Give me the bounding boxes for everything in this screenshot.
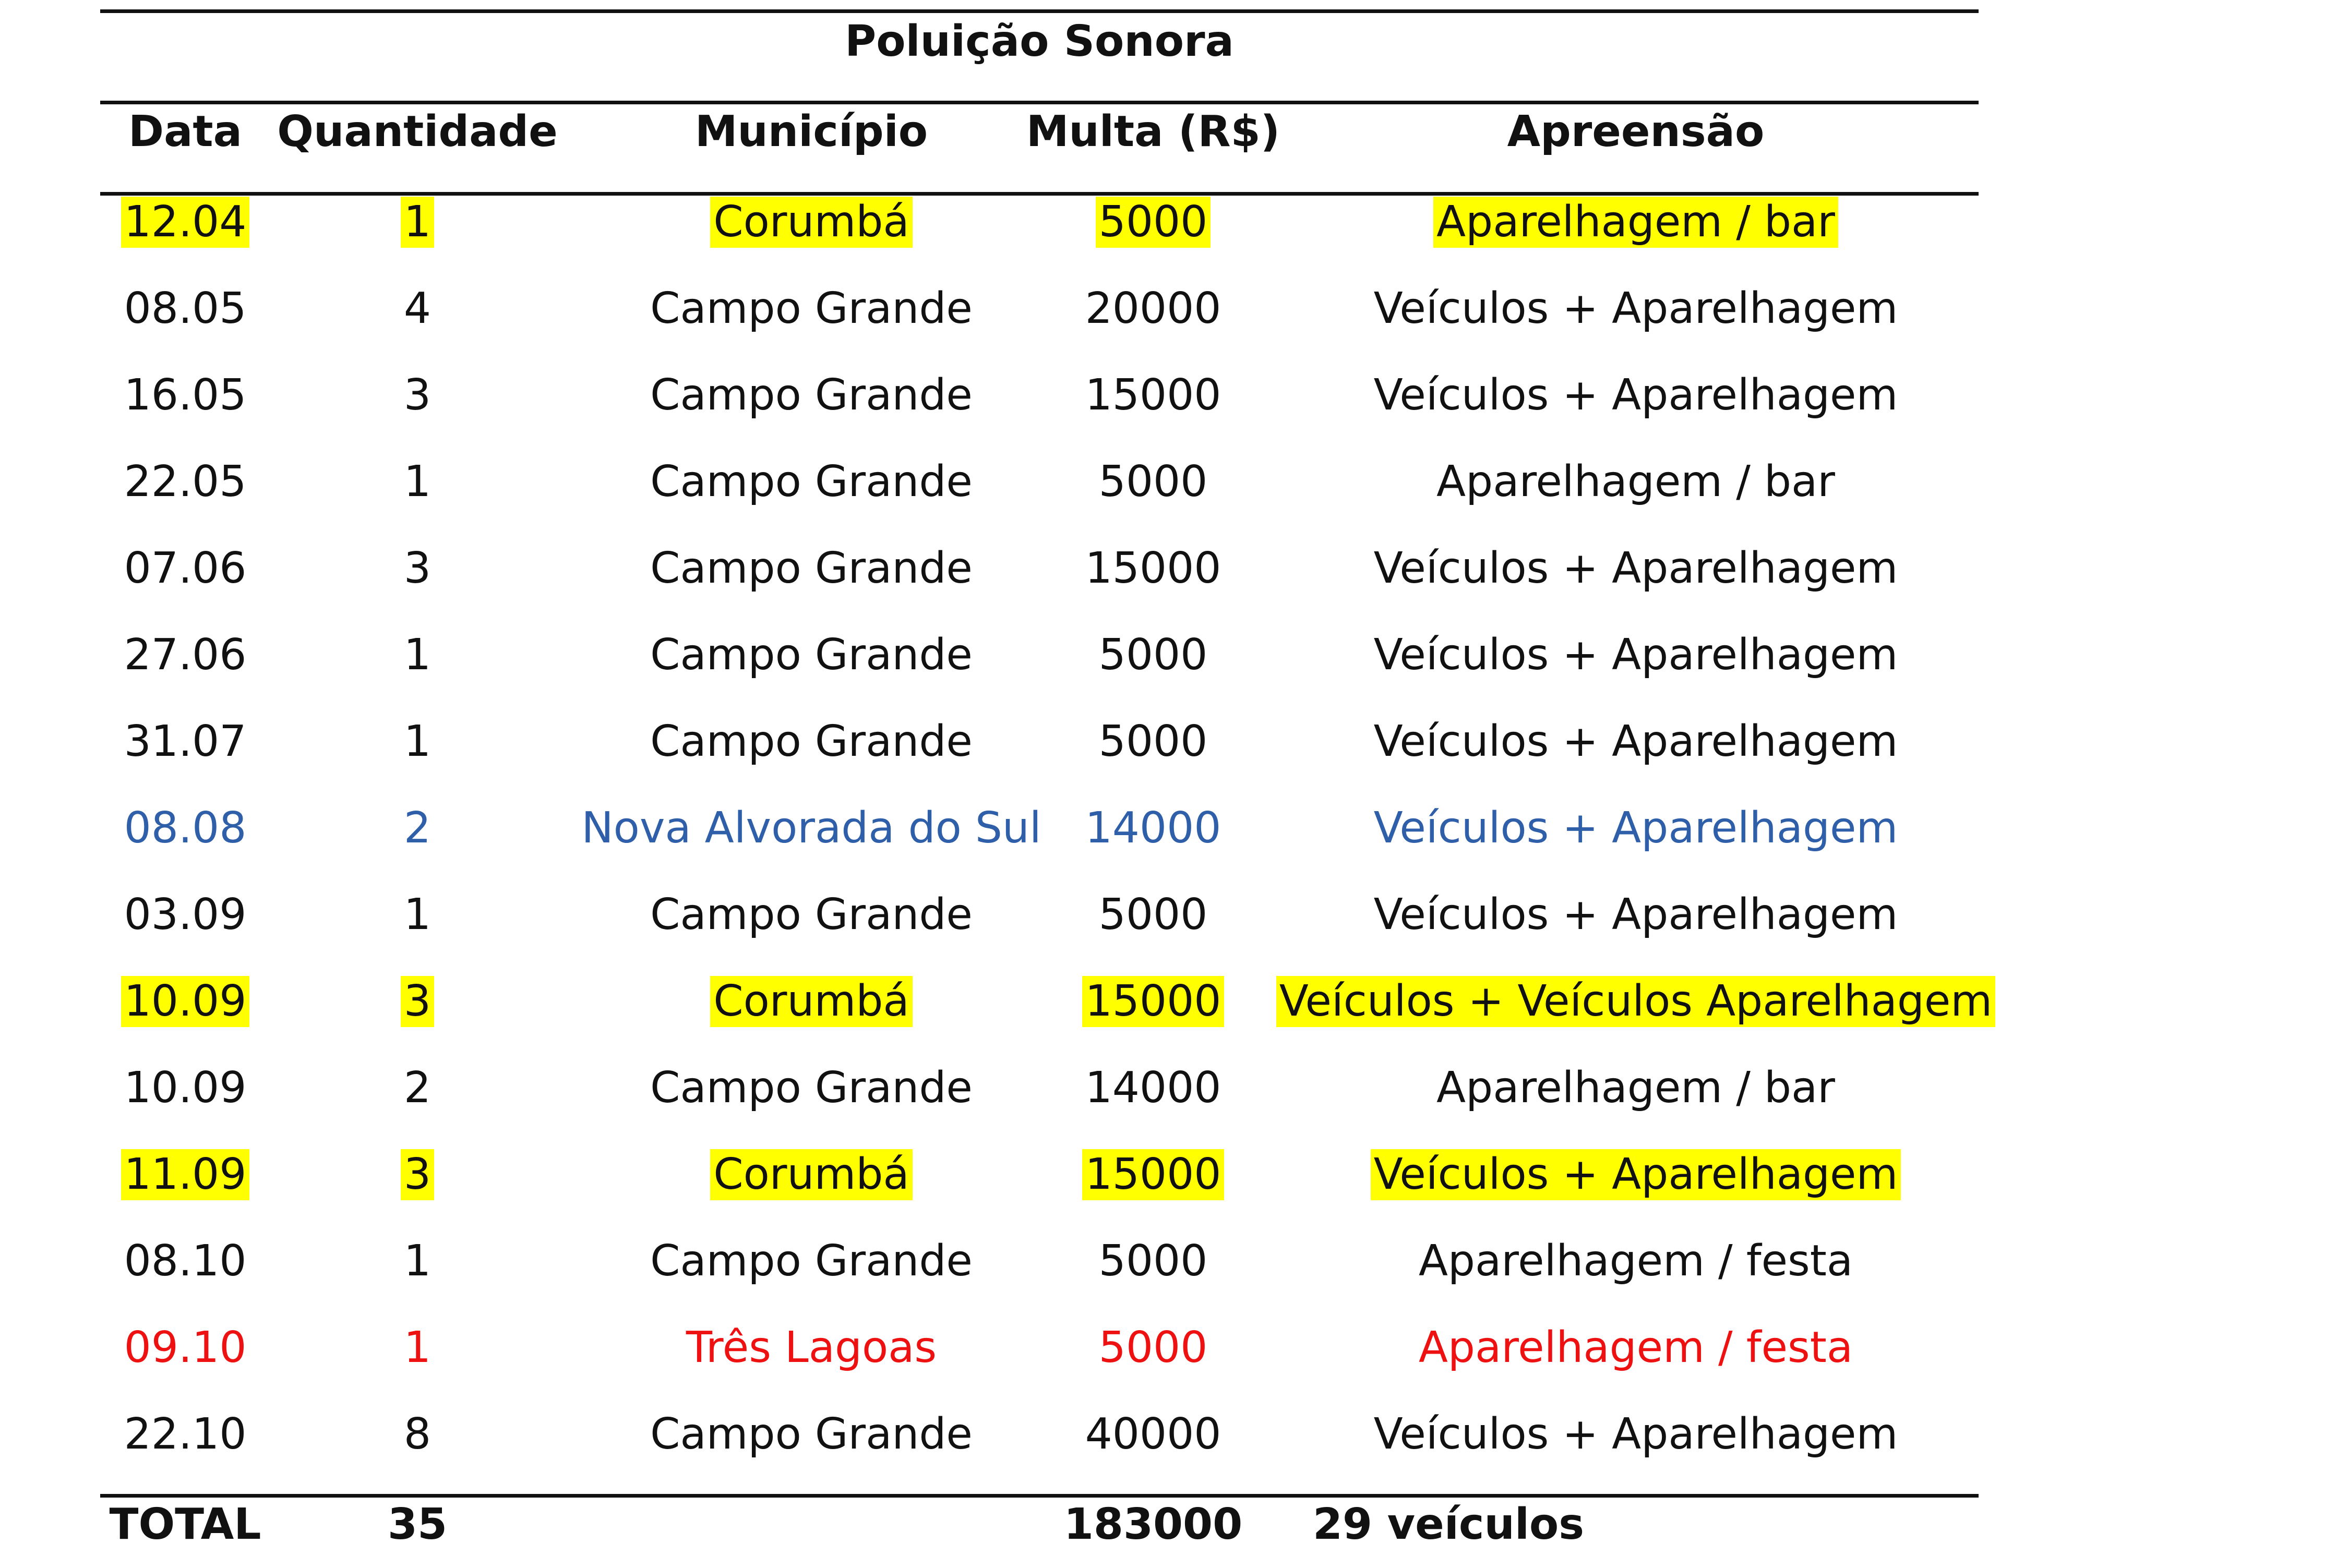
table-row	[0, 525, 2348, 612]
cell-multa: 5000	[1098, 890, 1208, 939]
cell-multa: 15000	[1085, 370, 1221, 420]
cell-quantidade: 1	[403, 890, 432, 939]
cell-apreensao: Aparelhagem / festa	[1418, 1323, 1853, 1372]
cell-municipio: Campo Grande	[650, 1409, 973, 1459]
table-row	[0, 439, 2348, 525]
cell-data: 08.10	[124, 1236, 247, 1286]
header-multa: Multa (R$)	[1026, 107, 1280, 156]
table-row	[0, 1131, 2348, 1218]
table-row	[0, 1391, 2348, 1478]
cell-data: 09.10	[124, 1323, 247, 1372]
cell-apreensao: Aparelhagem / festa	[1418, 1236, 1853, 1286]
cell-multa: 15000	[1002, 1131, 1304, 1218]
cell-multa: 5000	[1002, 179, 1304, 266]
table-row	[0, 352, 2348, 439]
cell-apreensao: Aparelhagem / bar	[1436, 457, 1835, 506]
cell-data: 27.06	[124, 630, 247, 680]
cell-municipio: Corumbá	[564, 958, 1059, 1045]
header-data: Data	[128, 107, 242, 156]
cell-multa: 40000	[1085, 1409, 1221, 1459]
total-label: TOTAL	[109, 1500, 261, 1549]
cell-apreensao: Aparelhagem / bar	[1289, 179, 1983, 266]
cell-quantidade: 1	[403, 630, 432, 680]
header-apreensao: Apreensão	[1507, 107, 1765, 156]
cell-multa: 15000	[1085, 544, 1221, 593]
cell-quantidade: 1	[403, 457, 432, 506]
cell-multa: 5000	[1098, 1323, 1208, 1372]
total-quantidade: 35	[387, 1500, 448, 1549]
cell-apreensao: Veículos + Aparelhagem	[1373, 630, 1898, 680]
table-row	[0, 872, 2348, 958]
cell-data: 31.07	[124, 717, 247, 766]
cell-data: 07.06	[124, 544, 247, 593]
cell-apreensao: Veículos + Aparelhagem	[1373, 370, 1898, 420]
header-municipio: Município	[694, 107, 928, 156]
cell-quantidade: 2	[403, 1063, 432, 1113]
cell-data: 08.08	[124, 803, 247, 853]
cell-apreensao: Veículos + Aparelhagem	[1289, 1131, 1983, 1218]
cell-municipio: Campo Grande	[650, 544, 973, 593]
cell-quantidade: 1	[403, 717, 432, 766]
cell-municipio: Campo Grande	[650, 630, 973, 680]
cell-quantidade: 8	[403, 1409, 432, 1459]
cell-multa: 20000	[1085, 284, 1221, 333]
cell-municipio: Corumbá	[564, 1131, 1059, 1218]
cell-apreensao: Veículos + Aparelhagem	[1373, 284, 1898, 333]
cell-quantidade: 3	[282, 958, 553, 1045]
table-row	[0, 785, 2348, 872]
table-row	[0, 266, 2348, 352]
cell-multa: 5000	[1098, 457, 1208, 506]
cell-municipio: Campo Grande	[650, 284, 973, 333]
cell-multa: 15000	[1002, 958, 1304, 1045]
cell-municipio: Corumbá	[564, 179, 1059, 266]
cell-quantidade: 4	[403, 284, 432, 333]
cell-quantidade: 3	[403, 544, 432, 593]
cell-municipio: Campo Grande	[650, 457, 973, 506]
cell-data: 08.05	[124, 284, 247, 333]
cell-data: 22.10	[124, 1409, 247, 1459]
cell-multa: 5000	[1098, 630, 1208, 680]
cell-municipio: Campo Grande	[650, 890, 973, 939]
cell-data: 10.09	[124, 1063, 247, 1113]
total-veiculos: 29 veículos	[1313, 1500, 1585, 1549]
table-title: Poluição Sonora	[845, 17, 1234, 66]
cell-apreensao: Veículos + Aparelhagem	[1373, 717, 1898, 766]
header-row	[0, 89, 2348, 175]
total-row	[0, 1481, 2348, 1568]
cell-data: 03.09	[124, 890, 247, 939]
cell-data: 22.05	[124, 457, 247, 506]
cell-municipio: Nova Alvorada do Sul	[581, 803, 1041, 853]
cell-apreensao: Veículos + Aparelhagem	[1373, 544, 1898, 593]
table-row	[0, 612, 2348, 698]
cell-municipio: Campo Grande	[650, 717, 973, 766]
cell-quantidade: 3	[403, 370, 432, 420]
cell-quantidade: 1	[282, 179, 553, 266]
cell-quantidade: 3	[282, 1131, 553, 1218]
cell-apreensao: Aparelhagem / bar	[1436, 1063, 1835, 1113]
cell-apreensao: Veículos + Aparelhagem	[1373, 803, 1898, 853]
cell-multa: 14000	[1085, 803, 1221, 853]
table-row	[0, 1305, 2348, 1391]
cell-municipio: Campo Grande	[650, 1063, 973, 1113]
cell-apreensao: Veículos + Veículos Aparelhagem	[1289, 958, 1983, 1045]
total-multa: 183000	[1063, 1500, 1243, 1549]
table-row	[0, 958, 2348, 1045]
cell-quantidade: 2	[403, 803, 432, 853]
cell-data: 10.09	[104, 958, 266, 1045]
cell-quantidade: 1	[403, 1236, 432, 1286]
cell-data: 12.04	[104, 179, 266, 266]
table-row	[0, 698, 2348, 785]
table-row	[0, 179, 2348, 266]
cell-data: 16.05	[124, 370, 247, 420]
cell-apreensao: Veículos + Aparelhagem	[1373, 890, 1898, 939]
cell-municipio: Campo Grande	[650, 370, 973, 420]
cell-quantidade: 1	[403, 1323, 432, 1372]
cell-multa: 14000	[1085, 1063, 1221, 1113]
cell-municipio: Três Lagoas	[686, 1323, 937, 1372]
cell-apreensao: Veículos + Aparelhagem	[1373, 1409, 1898, 1459]
cell-data: 11.09	[104, 1131, 266, 1218]
cell-multa: 5000	[1098, 717, 1208, 766]
header-quantidade: Quantidade	[277, 107, 558, 156]
cell-municipio: Campo Grande	[650, 1236, 973, 1286]
cell-multa: 5000	[1098, 1236, 1208, 1286]
table-row	[0, 1218, 2348, 1305]
table-row	[0, 1045, 2348, 1131]
